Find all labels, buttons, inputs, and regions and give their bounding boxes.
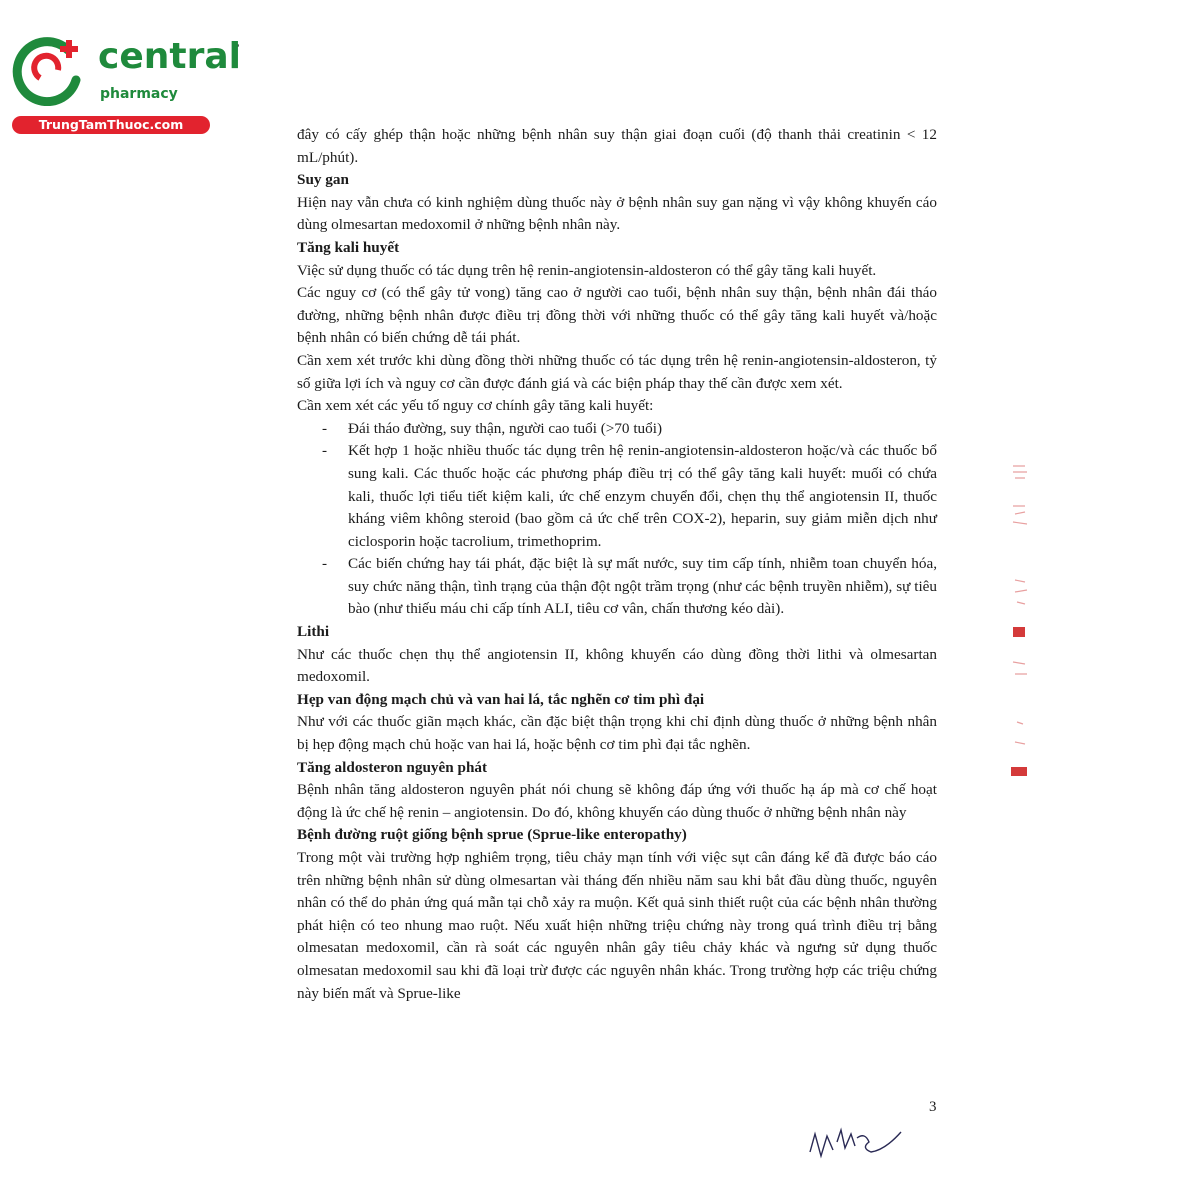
paragraph: Cần xem xét các yếu tố nguy cơ chính gây tăng kali huyết: [297, 397, 654, 415]
document-body [297, 124, 937, 1005]
list-item: - Đái tháo đường, suy thận, người cao tuổi (>70 tuổi) [297, 418, 937, 441]
paragraph: Việc sử dụng thuốc có tác dụng trên hệ renin-angiotensin-aldosteron có thể gây tăng kali huyết. [297, 261, 877, 279]
red-stamp-mark [1005, 462, 1035, 782]
risk-factor-list [297, 418, 937, 621]
logo-brand: central [98, 36, 241, 77]
paragraph: Trong một vài trường hợp nghiêm trọng, tiêu chảy mạn tính với việc sụt cân đáng kể đã được báo cáo trên những bệnh nhân sử dùng olmesartan vài tháng đến nhiều năm sau khi bắt đầu dùng thuốc, nguyên nhân có thể do phản ứng quá mẫn tại chỗ xảy ra muộn. Kết quả sinh thiết ruột của các bệnh nhân thường phát hiện có teo nhung mao ruột. Nếu xuất hiện những triệu chứng này trong quá trình điều trị bằng olmesatan medoxomil, cần rà soát các nguyên nhân gây tiêu chảy khác và ngưng sử dụng thuốc olmesatan medoxomil sau khi đã loại trừ được các nguyên nhân khác. Trong trường hợp các triệu chứng này biến mất và Sprue-like [297, 849, 937, 1002]
paragraph: Bệnh nhân tăng aldosteron nguyên phát nói chung sẽ không đáp ứng với thuốc hạ áp mà cơ chế hoạt động là ức chế hệ renin – angiotensin. Do đó, không khuyến cáo dùng thuốc ở những bệnh nhân này [297, 781, 937, 821]
logo-url-badge[interactable]: TrungTamThuoc.com [12, 116, 210, 134]
section-heading: Tăng kali huyết [297, 238, 400, 256]
paragraph: Cần xem xét trước khi dùng đồng thời những thuốc có tác dụng trên hệ renin-angiotensin-aldosteron, tỷ số giữa lợi ích và nguy cơ cần được đánh giá và các biện pháp thay thế cần được xem xét. [297, 351, 937, 392]
section-heading: Hẹp van động mạch chủ và van hai lá, tắc nghẽn cơ tim phì đại [297, 690, 705, 708]
central-pharmacy-logo[interactable] [10, 36, 241, 136]
paragraph: Như với các thuốc giãn mạch khác, cần đặc biệt thận trọng khi chỉ định dùng thuốc ở những bệnh nhân bị hẹp động mạch chủ hoặc van hai lá, hoặc bệnh cơ tim phì đại tắc nghẽn. [297, 713, 937, 754]
paragraph: Các nguy cơ (có thể gây tử vong) tăng cao ở người cao tuổi, bệnh nhân suy thận, bệnh nhân đái tháo đường, những bệnh nhân được điều trị đồng thời với những thuốc có thể gây tăng kali huyết và/hoặc bệnh nhân có biến chứng dễ tái phát. [297, 284, 937, 347]
paragraph: đây có cấy ghép thận hoặc những bệnh nhân suy thận giai đoạn cuối (độ thanh thải creatinin < 12 mL/phút). [297, 126, 937, 166]
list-item: - Kết hợp 1 hoặc nhiều thuốc tác dụng trên hệ renin-angiotensin-aldosteron hoặc/và các thuốc bổ sung kali. Các thuốc hoặc các phương pháp điều trị có thể gây tăng kali huyết: muối có chứa kali, thuốc lợi tiểu tiết kiệm kali, ức chế enzym chuyển đổi, chẹn thụ thể angiotensin II, thuốc kháng viêm không steroid (bao gồm cả ức chế trên COX-2), heparin, suy giảm miễn dịch như ciclosporin hoặc tacrolium, trimethoprim. [297, 440, 937, 553]
section-heading: Suy gan [297, 171, 349, 189]
section-heading: Bệnh đường ruột giống bệnh sprue (Sprue-like enteropathy) [297, 826, 687, 844]
list-item: - Các biến chứng hay tái phát, đặc biệt là sự mất nước, suy tim cấp tính, nhiễm toan chuyển hóa, suy chức năng thận, tình trạng của thận đột ngột trầm trọng (như các bệnh truyền nhiễm), sự tiêu bào (như thiếu máu chi cấp tính ALI, tiêu cơ vân, chấn thương kéo dài). [297, 553, 937, 621]
pharmacy-cross-logo-icon [10, 36, 90, 106]
handwritten-signature [805, 1112, 905, 1167]
page-number: 3 [929, 1099, 937, 1115]
section-heading: Lithi [297, 623, 330, 641]
section-heading: Tăng aldosteron nguyên phát [297, 758, 488, 776]
paragraph: Hiện nay vẫn chưa có kinh nghiệm dùng thuốc này ở bệnh nhân suy gan nặng vì vậy không khuyến cáo dùng olmesartan medoxomil ở những bệnh nhân này. [297, 193, 937, 234]
logo-subtitle: pharmacy [100, 86, 178, 102]
paragraph: Như các thuốc chẹn thụ thể angiotensin II, không khuyến cáo dùng đồng thời lithi và olmesartan medoxomil. [297, 645, 937, 686]
